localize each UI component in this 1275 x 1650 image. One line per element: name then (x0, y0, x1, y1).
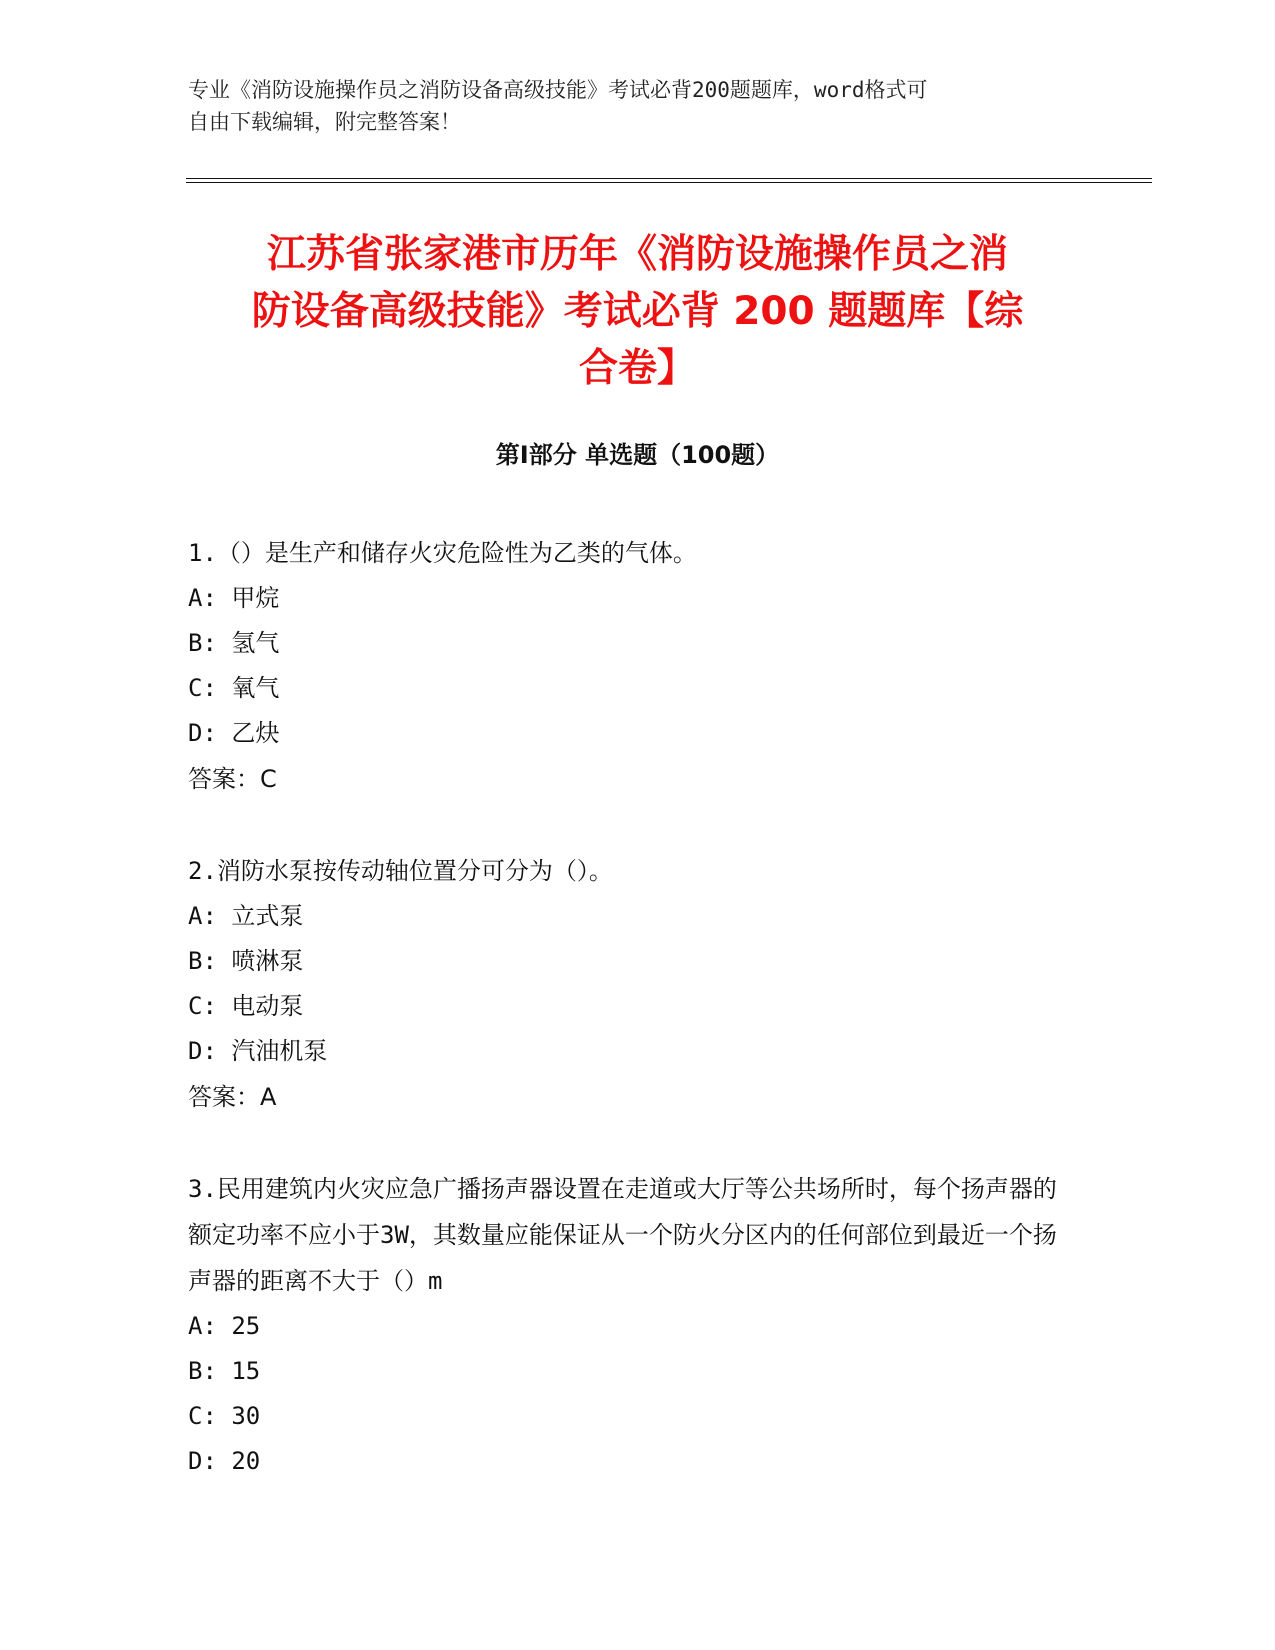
option-a: A: 25 (188, 1312, 261, 1340)
option-c: C: 氧气 (188, 674, 280, 702)
option-d: D: 汽油机泵 (188, 1037, 328, 1065)
option-d: D: 20 (188, 1447, 261, 1475)
header-rule-top (186, 178, 1152, 179)
answer-line: 答案：C (188, 765, 277, 793)
question-stem: 1.（）是生产和储存火灾危险性为乙类的气体。 (188, 539, 697, 567)
option-d: D: 乙炔 (188, 719, 280, 747)
option-c: C: 电动泵 (188, 992, 304, 1020)
option-b: B: 喷淋泵 (188, 947, 304, 975)
document-title-line-3: 合卷】 (578, 346, 696, 391)
header-rule-bottom (186, 182, 1152, 183)
header-note-line-2: 自由下载编辑，附完整答案！ (188, 110, 461, 134)
document-title (190, 226, 1085, 397)
question-stem: 2.消防水泵按传动轴位置分可分为（）。 (188, 857, 613, 885)
option-a: A: 立式泵 (188, 902, 304, 930)
question-1 (188, 530, 1068, 802)
option-c: C: 30 (188, 1402, 261, 1430)
option-b: B: 氢气 (188, 629, 280, 657)
document-title-line-2: 防设备高级技能》考试必背 200 题题库【综 (251, 289, 1024, 334)
document-title-line-1: 江苏省张家港市历年《消防设施操作员之消 (266, 232, 1008, 277)
header-note (188, 74, 1068, 138)
option-a: A: 甲烷 (188, 584, 280, 612)
answer-line: 答案：A (188, 1083, 277, 1111)
option-b: B: 15 (188, 1357, 261, 1385)
section-heading: 第Ⅰ部分 单选题（100题） (495, 441, 780, 469)
question-stem: 3.民用建筑内火灾应急广播扬声器设置在走道或大厅等公共场所时，每个扬声器的额定功率不应小于3W，其数量应能保证从一个防火分区内的任何部位到最近一个扬声器的距离不大于（）m (188, 1175, 1057, 1295)
question-2 (188, 848, 1068, 1120)
question-3 (188, 1166, 1068, 1484)
header-note-line-1: 专业《消防设施操作员之消防设备高级技能》考试必背200题题库，word格式可 (188, 78, 928, 102)
